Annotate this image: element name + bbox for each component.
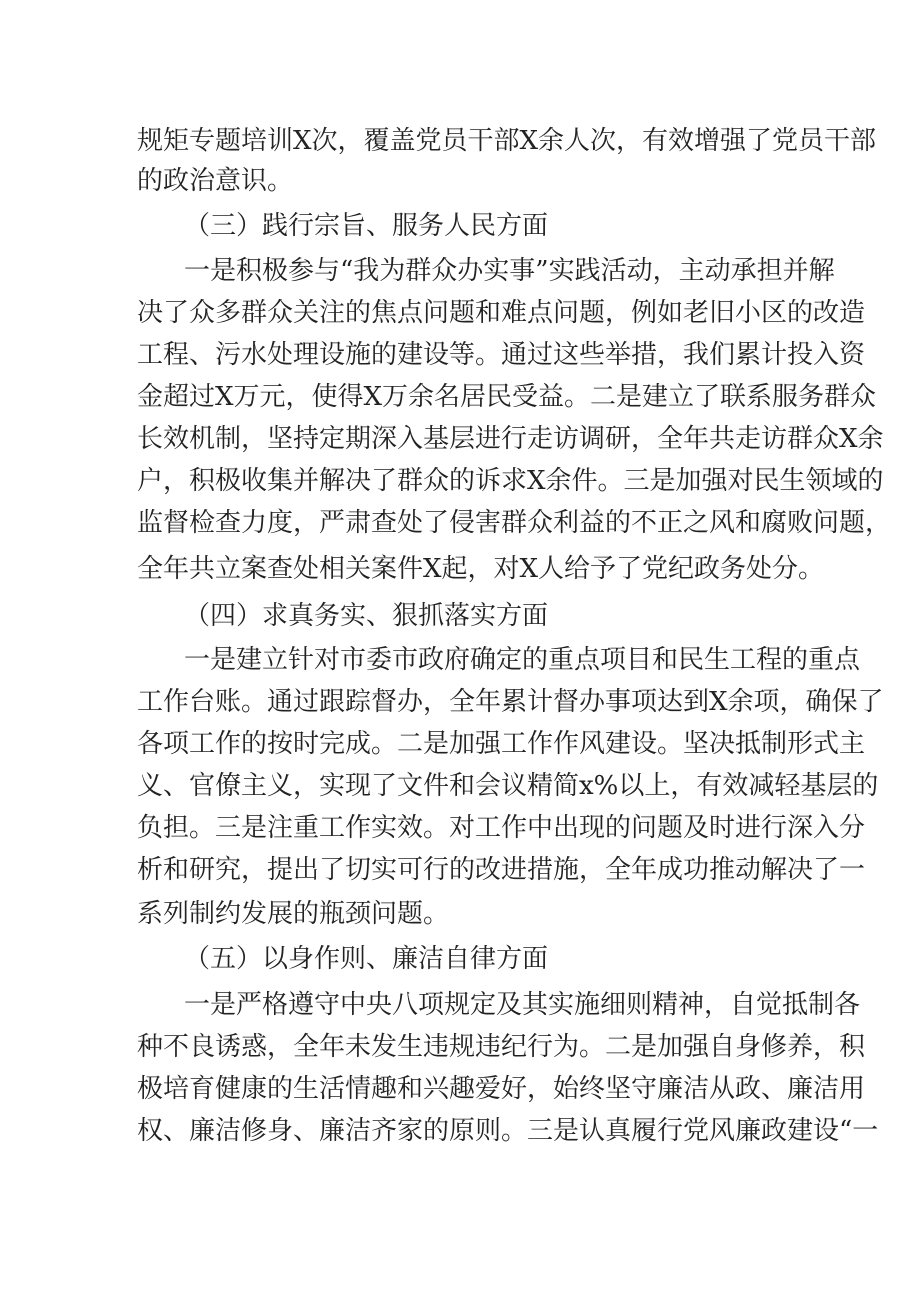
paragraph-line: 金超过X万元，使得X万余名居民受益。二是建立了联系服务群众	[137, 382, 877, 412]
paragraph-line: 的政治意识。	[137, 166, 294, 196]
paragraph-line: 工作台账。通过跟踪督办，全年累计督办事项达到X余项，确保了	[137, 687, 884, 717]
paragraph-line: 一是建立针对市委市政府确定的重点项目和民生工程的重点	[184, 645, 861, 675]
paragraph-line: 全年共立案查处相关案件X起，对X人给予了党纪政务处分。	[137, 554, 825, 584]
paragraph-line: 长效机制，坚持定期深入基层进行走访调研，全年共走访群众X余	[137, 424, 884, 454]
paragraph-line: 决了众多群众关注的焦点问题和难点问题，例如老旧小区的改造	[137, 298, 866, 328]
paragraph-line: 一是积极参与“我为群众办实事”实践活动，主动承担并解	[184, 256, 835, 286]
paragraph-line: 一是严格遵守中央八项规定及其实施细则精神，自觉抵制各	[184, 990, 861, 1020]
section-heading: （五）以身作则、廉洁自律方面	[184, 944, 549, 974]
paragraph-line: 各项工作的按时完成。二是加强工作作风建设。坚决抵制形式主	[137, 729, 866, 759]
paragraph-line: 义、官僚主义，实现了文件和会议精简x%以上，有效减轻基层的	[137, 771, 879, 801]
paragraph-line: 析和研究，提出了切实可行的改进措施，全年成功推动解决了一	[137, 855, 866, 885]
paragraph-line: 权、廉洁修身、廉洁齐家的原则。三是认真履行党风廉政建设“一	[137, 1116, 879, 1146]
paragraph-line: 种不良诱惑，全年未发生违规违纪行为。二是加强自身修养，积	[137, 1032, 866, 1062]
paragraph-line: 工程、污水处理设施的建设等。通过这些举措，我们累计投入资	[137, 340, 866, 370]
paragraph-line: 系列制约发展的瓶颈问题。	[137, 899, 450, 929]
paragraph-line: 极培育健康的生活情趣和兴趣爱好，始终坚守廉洁从政、廉洁用	[137, 1074, 866, 1104]
paragraph-line: 负担。三是注重工作实效。对工作中出现的问题及时进行深入分	[137, 813, 866, 843]
section-heading: （三）践行宗旨、服务人民方面	[184, 211, 549, 241]
paragraph-line: 监督检查力度，严肃查处了侵害群众利益的不正之风和腐败问题，	[137, 508, 892, 538]
paragraph-line: 规矩专题培训X次，覆盖党员干部X余人次，有效增强了党员干部	[137, 126, 877, 156]
paragraph-line: 户，积极收集并解决了群众的诉求X余件。三是加强对民生领域的	[137, 466, 884, 496]
section-heading: （四）求真务实、狠抓落实方面	[184, 601, 549, 631]
